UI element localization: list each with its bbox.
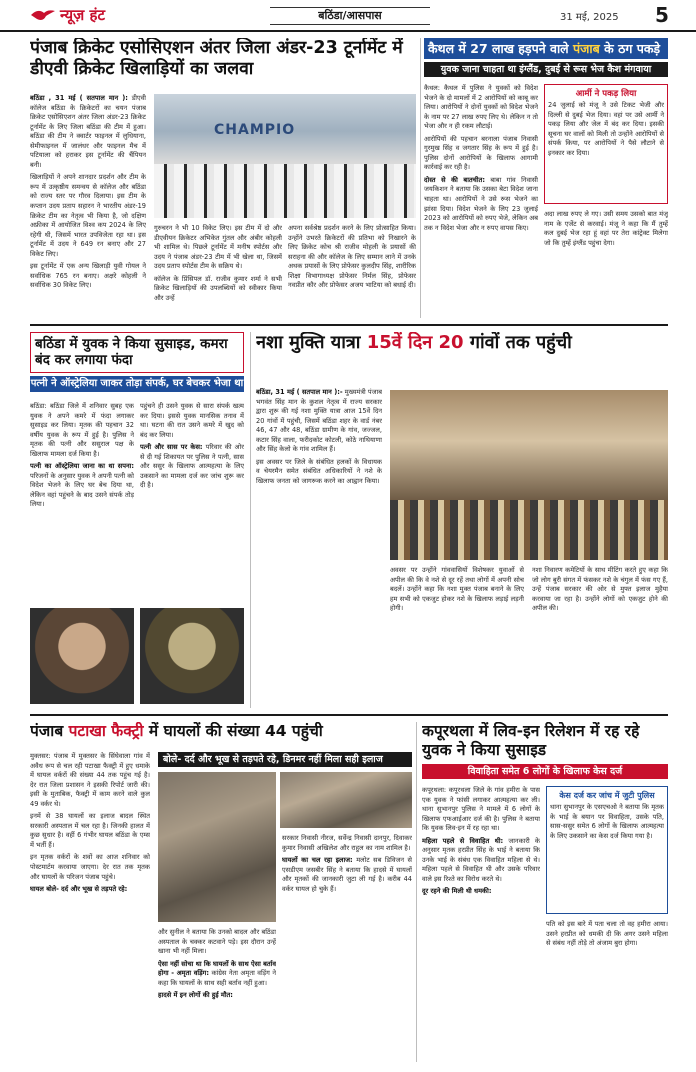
sidebar-title: केस दर्ज कर जांच में जुटी पुलिस bbox=[559, 791, 655, 800]
story-cricket bbox=[30, 38, 416, 318]
firecracker-headline: पंजाब पटाखा फैक्ट्री में घायलों की संख्या 44 पहुंची bbox=[30, 722, 323, 740]
story-kapurthala bbox=[422, 722, 668, 1062]
kapurthala-col1: कपूरथला: कपूरथला जिले के गांव हमीरा के पास एक युवक ने फांसी लगाकर आत्महत्या कर ली। थाना सुभानपुर पुलिस ने मामले में 6 लोगों के खिलाफ एफआईआर दर्ज की है। पुलिस ने बताया कि युवक लिव-इन में रह रहा था। महिला पहले से विवाहित थी: जानकारी के अनुसार मृतक हरप्रीत सिंह के भाई ने बताया कि उनके भाई के संबंध एक विवाहित महिला से थे। महिला पहले से विवाहित थी और उसके परिवार वाले इस रिश्ते का विरोध करते थे। दूर रहने की मिली थी धमकी: bbox=[422, 786, 540, 896]
column-rule bbox=[420, 38, 421, 318]
yatra-gathering-photo bbox=[390, 390, 668, 560]
column-rule bbox=[416, 722, 417, 1062]
story-nasha-mukti bbox=[256, 332, 668, 708]
champion-banner: CHAMPIO bbox=[214, 122, 296, 138]
nasha-headline: नशा मुक्ति यात्रा 15वें दिन 20 गांवों तक पहुंची bbox=[256, 332, 572, 353]
audience-row bbox=[390, 500, 668, 560]
firecracker-subhead: बोले- दर्द और भूख से तड़पते रहे, डिनमर नहीं मिला सही इलाज bbox=[158, 752, 412, 767]
kaithal-sidebar bbox=[544, 84, 668, 204]
cricket-col1: बठिंडा , 31 मई ( सतपाल मान ): डीएवी कॉलेज बठिंडा के क्रिकेटरों का चयन पंजाब क्रिकेट एसोसिएशन अंतर जिला अंडर-23 क्रिकेट टूर्नामेंट के लिए जिला बठिंडा की टीम में हुआ। बठिंडा की टीम ने क्वार्टर फाइनल में लुधियाना, सेमीफाइनल में जालंधर और फाइनल मैच में पटियाला को हराकर इस टूर्नामेंट की चैंपियन बनी। खिलाड़ियों ने अपने शानदार प्रदर्शन और टीम के रूप में उत्कृष्ठीय समन्वय से कॉलेज और बठिंडा को राज्य स्तर पर गौरव दिलाया। इस टीम के कप्तान उदय प्रताप सहारन ने भारतीय अंडर-19 क्रिकेट टीम का नेतृत्व भी किया है, जो दक्षिण अफ्रीका में आयोजित विश्व कप 2024 के लिए रहेगी थी, जिसमें भारत उपविजेता रहा था। इस टूर्नामेंट में उदय ने 649 रन बनाए और 27 विकेट लिए। इस टूर्नामेंट में एक अन्य खिलाड़ी युवी गोयल ने सर्वाधिक 765 रन बनाए। अक्षरे कोहली ने सर्वाधिक 30 विकेट लिए। bbox=[30, 94, 146, 290]
sidebar-title: आर्मी ने पकड़ लिया bbox=[575, 89, 637, 99]
firecracker-col3: सरकार निवासी नीरज, सर्वेन्द्र निवासी दानपुर, दिवाकर कुमार निवासी अखिलेश और राहुल का नाम शामिल है। घायलों का चल रहा इलाज: मलोट सब डिविजन से एसडीएम जसबीर सिंह ने बताया कि हादसे में घायलों और मृतकों की जानकारी जुटा ली गई है। करीब 44 वर्कर घायल हो चुके हैं। bbox=[282, 834, 412, 893]
issue-date: 31 मई, 2025 bbox=[560, 12, 619, 23]
wife-photo bbox=[140, 608, 244, 704]
kapurthala-headline: कपूरथला में लिव-इन रिलेशन में रह रहे युवक ने किया सुसाइड bbox=[422, 722, 640, 759]
story-kaithal bbox=[424, 38, 668, 318]
players-row bbox=[154, 164, 416, 218]
kaithal-col2: अदा लाख रुपए ले गए। उसी समय उसको बात मंजू नाम के एजेंट से करवाई। मंजू ने कहा कि मैं तुम्हें कल दुबई भेज रहा हूं वहां पर तेरा कांट्रेक्ट मिलेगा जो कि तुम्हें इंग्लैंड पहुंचा देगा। bbox=[544, 210, 668, 247]
suicide-headline: बठिंडा में युवक ने किया सुसाइड, कमरा बंद कर लगाया फंदा bbox=[30, 332, 244, 373]
kaithal-col1: कैथल: कैथल में पुलिस ने युवकों को विदेश भेजने के दो मामलों में 2 आरोपियों को काबू कर लिया। आरोपियों ने दोनों युवकों को विदेश भेजने के नाम पर 27 लाख रुपए लिए थे। लेकिन न तो भेजा और न ही रकम लौटाई। आरोपियों की पहचान बरनाला पंजाब निवासी गुरमुख सिंह व जगतार सिंह के रूप में हुई है। पुलिस दोनों आरोपियों के खिलाफ आगामी कार्रवाई कर रही है। दोस्त से की बातचीत: बाबा गांव निवासी जयकिशन ने बताया कि उसका बेटा विदेश जाना चाहता था। आरोपियों ने उसे रूस भेजने का झांसा दिया। विदेश भेजने के लिए 23 जुलाई 2023 को आरोपियों को रुपए भेजे, लेकिन अब तक न विदेश भेजा और न रुपए वापस किए। bbox=[424, 84, 538, 232]
cricket-headline: पंजाब क्रिकेट एसोसिएशन अंतर जिला अंडर-23 टूर्नामेंट में डीएवी क्रिकेट खिलाड़ियों का जलवा bbox=[30, 38, 403, 80]
kaithal-headline: कैथल में 27 लाख हड़पने वाले पंजाब के ठग पकड़े bbox=[424, 38, 668, 59]
section-title: बठिंडा/आसपास bbox=[270, 7, 430, 25]
suicide-col1: बठिंडा: बठिंडा जिले में शनिवार सुबह एक युवक ने अपने कमरे में फंदा लगाकर सुसाइड कर लिया। मृतक की पहचान 32 वर्षीय युवक के रूप में हुई है। पुलिस ने मृतक की पत्नी और ससुराल पक्ष के खिलाफ मामला दर्ज किया है। पत्नी का ऑस्ट्रेलिया जाना का था सपना: परिजनों के अनुसार युवक ने अपनी पत्नी को विदेश भेजने के लिए घर बेच दिया था, लेकिन वहां पहुंचने के बाद उसने संपर्क तोड़ लिया। bbox=[30, 402, 134, 509]
site-photo bbox=[280, 772, 412, 828]
column-rule bbox=[250, 332, 251, 708]
firecracker-col1: मुक्तसर: पंजाब में मुक्तसर के सिंघेवाला गांव में अवैध रूप से चल रही पटाखा फैक्ट्री में हुए धमाके में घायल वर्करों की संख्या 44 तक पहुंच गई है। देर रात जिला प्रशासन ने इसकी रिपोर्ट जारी की। इसी के मुताबिक, फैक्ट्री में काम करने वाले कुल 49 वर्कर थे। इनमें से 38 घायलों का इलाज बादल स्थित सरकारी अस्पताल में चल रहा है। जिनकी हालत में कुछ सुधार है। वहीं 6 गंभीर घायल बठिंडा के एम्स में भर्ती हैं। इन मृतक वर्करों के शवों का आज शनिवार को पोस्टमार्टम करवाया जाएगा। देर रात तक मृतक और घायलों के परिजन पंजाब पहुंचे। घायल बोले- दर्द और भूख से तड़पते रहे: bbox=[30, 752, 150, 894]
story-firecracker bbox=[30, 722, 412, 1062]
suicide-col2: पहुंचने ही उसने युवक से सारा संपर्क खत्म कर दिया। इससे युवक मानसिक तनाव में था। घटना की रात उसने कमरे में खुद को बंद कर लिया। पत्नी और सास पर केस: परिवार की ओर से दी गई शिकायत पर पुलिस ने पत्नी, सास और ससुर के खिलाफ आत्महत्या के लिए उकसाने का मामला दर्ज कर जांच शुरू कर दी है। bbox=[140, 402, 244, 490]
sidebar-text: 24 जुलाई को मंजू ने उसे टिकट भेजी और दिल्ली से दुबई भेज दिया। वहां पर उसे आर्मी ने पकड़ लिया और जेल में बंद कर दिया। इसकी सूचना घर वालों को मिली तो उन्होंने आरोपियों से संपर्क किया, पर आरोपियों ने पैसे लौटाने से इनकार कर दिया। bbox=[548, 101, 664, 157]
masthead bbox=[0, 0, 696, 32]
eagle-logo-icon bbox=[30, 7, 56, 23]
sidebar-text: थाना सुभानपुर के एसएचओ ने बताया कि मृतक के भाई के बयान पर विवाहिता, उसके पति, सास-ससुर समेत 6 लोगों के खिलाफ आत्महत्या के लिए उकसाने का केस दर्ज किया गया है। bbox=[550, 803, 664, 840]
kaithal-subhead: युवक जाना चाहता था इंग्लैंड, दुबई से रूस भेज कैश मंगवाया bbox=[424, 62, 668, 77]
kapurthala-col2: पति को इस बारे में पता चला तो वह हमीरा आया। उसने हरप्रीत को धमकी दी कि अगर उसने महिला से संबंध नहीं तोड़े तो अंजाम बुरा होगा। bbox=[546, 920, 668, 948]
horizontal-rule bbox=[30, 324, 668, 326]
rubble-photo bbox=[158, 772, 276, 922]
suicide-subhead: पत्नी ने ऑस्ट्रेलिया जाकर तोड़ा संपर्क, घर बेचकर भेजा था bbox=[30, 376, 244, 392]
nasha-col3: नशा निवारण कमेटियों के साथ मीटिंग करते हुए कहा कि जो लोग बुरी संगत में फंसकर नशे के चंगुल में फंस गए हैं, उन्हें पंजाब सरकार की ओर से मुफ्त इलाज मुहैया करवाया जा रहा है। उन्होंने लोगों को एकजुट होने की अपील की। bbox=[532, 566, 668, 613]
horizontal-rule bbox=[30, 714, 668, 716]
nasha-col1: बठिंडा, 31 मई ( सतपाल मान ):- मुख्यमंत्री पंजाब भगवंत सिंह मान के कुशल नेतृत्व में राज्य सरकार द्वारा शुरू की गई नशा मुक्ति यात्रा आज 15वें दिन 20 गांवों में पहुंची, जिसमें बठिंडा शहर के वार्ड नंबर 46, 47 और 48, बठिंडा ग्रामीण के गांव, जज्जल, कटार सिंह वाला, फरीदकोट कोटली, कोठे नाथियाणा और सिंह केलो के गांव शामिल हैं। इस अवसर पर जिले के संबंधित हलकों के विधायक व चेयरमैन समेत संबंधित अधिकारियों ने नशे के खिलाफ जनता को जागरूक करने का आह्वान किया। bbox=[256, 388, 382, 485]
page-number: 5 bbox=[655, 3, 669, 27]
kapurthala-subhead: विवाहिता समेत 6 लोगों के खिलाफ केस दर्ज bbox=[422, 764, 668, 779]
firecracker-col2: और सुनील ने बताया कि उनको बादल और बठिंडा अस्पताल के चक्कर कटवाने पड़े। इस दौरान उन्हें खाना भी नहीं मिला। ऐसा नहीं सोचा था कि घायलों के साथ ऐसा बर्ताव होगा - अमृता वड़िंग: कांग्रेस नेता अमृता वड़िंग ने कहा कि घायलों के साथ सही बर्ताव नहीं हुआ। हादसे में इन लोगों की हुई मौत: bbox=[158, 928, 276, 1000]
cricket-col2: गुरुचरन ने भी 10 विकेट लिए। इस टीम में दो और डीएवीयन क्रिकेटर अभिकेत गुंतल और अंबीर कोहली भी शामिल थे। पिछले टूर्नामेंट में मनीष स्पोर्टस और उदय ने पंजाब अंडर-23 टीम में भी खेला था, जिसमें उदय प्रताप स्पोर्टस टीम के सक्रिय थे। कॉलेज के प्रिंसिपल डॉ. राजीव कुमार शर्मा ने सभी क्रिकेट खिलाड़ियों की उपलब्धियों को स्वीकार किया और उन्हें bbox=[154, 224, 282, 302]
nasha-col2: अवसर पर उन्होंने गांववासियों विशेषकर युवाओं से अपील की कि वे नशे से दूर रहें तथा लोगों में अपनी सोच बदलें। उन्होंने कहा कि नशा मुक्त पंजाब बनाने के लिए हम सभी को एकजुट होकर नशे के खिलाफ लड़ाई लड़नी होगी। bbox=[390, 566, 524, 613]
cricket-col3: अपना सर्वश्रेष्ठ प्रदर्शन करने के लिए प्रोत्साहित किया। उन्होंने उभरते क्रिकेटरों की प्रतिभा को निखारने के लिए क्रिकेट कोच श्री राजीव मोहली के प्रयासों की सराहना की और कॉलेज के लिए सम्मान लाने में उनके अथक प्रयासों के लिए प्रोफेसर कुलदीप सिंह, शारीरिक शिक्षा विभागाध्यक्ष प्रोफेसर निर्मल सिंह, प्रोफेसर नवप्रीत कौर और प्रोफेसर अजय भाटिया को बधाई दी। bbox=[288, 224, 416, 290]
kapurthala-sidebar bbox=[546, 786, 668, 914]
newspaper-logo: न्यूज़ हंट bbox=[30, 4, 105, 26]
cricket-team-photo bbox=[154, 94, 416, 218]
victim-photo bbox=[30, 608, 134, 704]
story-bathinda-suicide bbox=[30, 332, 244, 708]
